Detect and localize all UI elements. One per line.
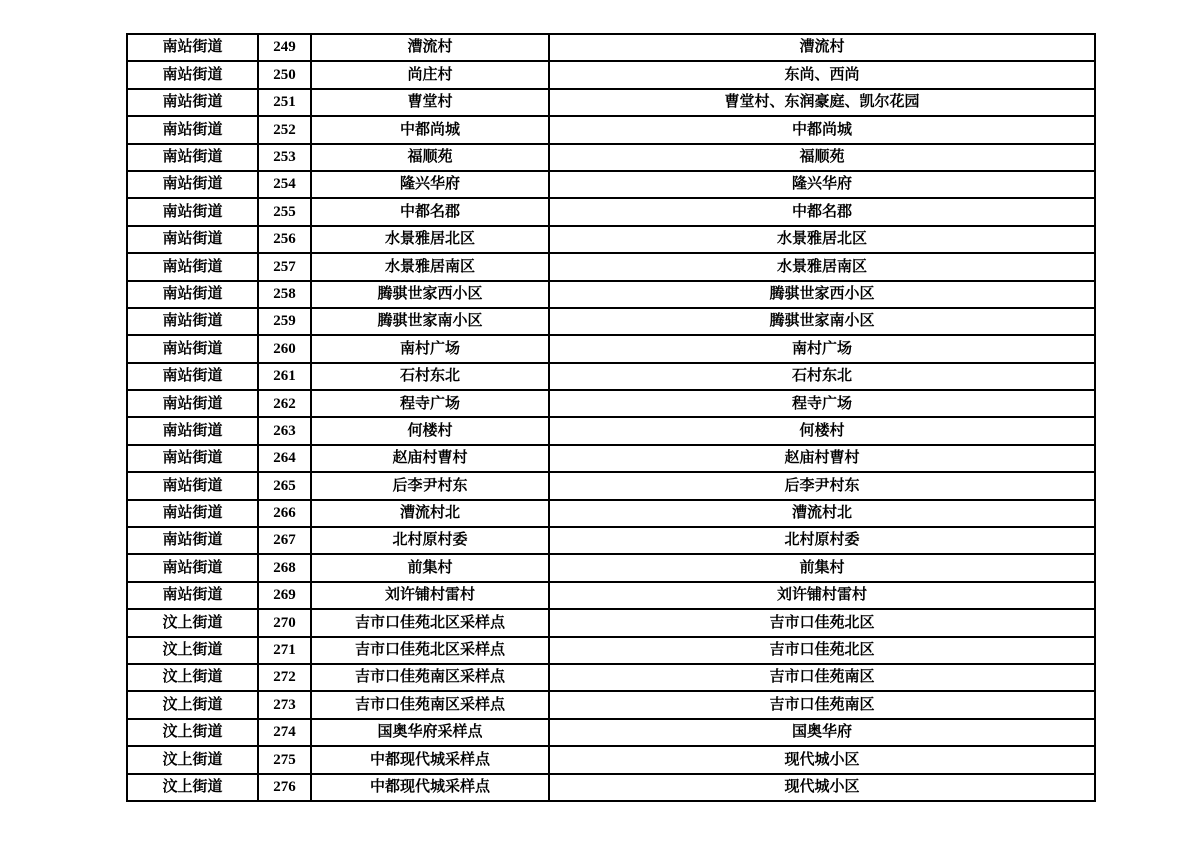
table-row [127, 472, 1095, 499]
coverage-cell: 福顺苑 [549, 144, 1095, 171]
table-row [127, 691, 1095, 718]
street-cell: 南站街道 [127, 554, 258, 581]
street-cell: 汶上街道 [127, 691, 258, 718]
coverage-cell: 东尚、西尚 [549, 61, 1095, 88]
table-row [127, 34, 1095, 61]
number-cell: 268 [258, 554, 311, 581]
number-cell: 255 [258, 198, 311, 225]
site-name-cell: 北村原村委 [311, 527, 549, 554]
table-row [127, 144, 1095, 171]
street-cell: 汶上街道 [127, 637, 258, 664]
street-cell: 南站街道 [127, 308, 258, 335]
street-cell: 汶上街道 [127, 609, 258, 636]
table-row [127, 554, 1095, 581]
number-cell: 266 [258, 500, 311, 527]
coverage-cell: 中都尚城 [549, 116, 1095, 143]
street-cell: 南站街道 [127, 281, 258, 308]
site-name-cell: 腾骐世家西小区 [311, 281, 549, 308]
number-cell: 267 [258, 527, 311, 554]
site-name-cell: 水景雅居北区 [311, 226, 549, 253]
coverage-cell: 前集村 [549, 554, 1095, 581]
street-cell: 南站街道 [127, 500, 258, 527]
table-row [127, 746, 1095, 773]
table-row [127, 500, 1095, 527]
table-row [127, 582, 1095, 609]
site-name-cell: 中都现代城采样点 [311, 746, 549, 773]
coverage-cell: 隆兴华府 [549, 171, 1095, 198]
coverage-cell: 后李尹村东 [549, 472, 1095, 499]
number-cell: 276 [258, 774, 311, 801]
site-name-cell: 隆兴华府 [311, 171, 549, 198]
coverage-cell: 程寺广场 [549, 390, 1095, 417]
site-name-cell: 程寺广场 [311, 390, 549, 417]
site-name-cell: 吉市口佳苑南区采样点 [311, 691, 549, 718]
street-cell: 南站街道 [127, 582, 258, 609]
number-cell: 274 [258, 719, 311, 746]
site-name-cell: 前集村 [311, 554, 549, 581]
street-cell: 南站街道 [127, 226, 258, 253]
site-name-cell: 漕流村 [311, 34, 549, 61]
coverage-cell: 赵庙村曹村 [549, 445, 1095, 472]
street-cell: 南站街道 [127, 417, 258, 444]
site-name-cell: 赵庙村曹村 [311, 445, 549, 472]
site-name-cell: 国奥华府采样点 [311, 719, 549, 746]
site-name-cell: 水景雅居南区 [311, 253, 549, 280]
number-cell: 270 [258, 609, 311, 636]
street-cell: 汶上街道 [127, 664, 258, 691]
table-row [127, 527, 1095, 554]
table-row [127, 664, 1095, 691]
street-cell: 南站街道 [127, 253, 258, 280]
number-cell: 256 [258, 226, 311, 253]
table-row [127, 417, 1095, 444]
street-cell: 南站街道 [127, 472, 258, 499]
number-cell: 269 [258, 582, 311, 609]
site-name-cell: 吉市口佳苑北区采样点 [311, 637, 549, 664]
number-cell: 252 [258, 116, 311, 143]
number-cell: 251 [258, 89, 311, 116]
coverage-cell: 南村广场 [549, 335, 1095, 362]
street-cell: 南站街道 [127, 144, 258, 171]
number-cell: 260 [258, 335, 311, 362]
number-cell: 250 [258, 61, 311, 88]
coverage-cell: 现代城小区 [549, 746, 1095, 773]
table-row [127, 390, 1095, 417]
table-row [127, 308, 1095, 335]
site-name-cell: 吉市口佳苑北区采样点 [311, 609, 549, 636]
street-cell: 南站街道 [127, 116, 258, 143]
number-cell: 273 [258, 691, 311, 718]
site-name-cell: 曹堂村 [311, 89, 549, 116]
number-cell: 265 [258, 472, 311, 499]
coverage-cell: 腾骐世家南小区 [549, 308, 1095, 335]
coverage-cell: 水景雅居北区 [549, 226, 1095, 253]
number-cell: 264 [258, 445, 311, 472]
coverage-cell: 北村原村委 [549, 527, 1095, 554]
coverage-cell: 何楼村 [549, 417, 1095, 444]
number-cell: 253 [258, 144, 311, 171]
coverage-cell: 腾骐世家西小区 [549, 281, 1095, 308]
street-cell: 南站街道 [127, 445, 258, 472]
table-row [127, 335, 1095, 362]
site-name-cell: 石村东北 [311, 363, 549, 390]
street-cell: 南站街道 [127, 61, 258, 88]
street-cell: 南站街道 [127, 198, 258, 225]
street-cell: 南站街道 [127, 34, 258, 61]
table-body [127, 34, 1095, 801]
street-cell: 汶上街道 [127, 774, 258, 801]
table-row [127, 89, 1095, 116]
table-row [127, 609, 1095, 636]
table-row [127, 116, 1095, 143]
coverage-cell: 吉市口佳苑北区 [549, 609, 1095, 636]
coverage-cell: 漕流村 [549, 34, 1095, 61]
number-cell: 258 [258, 281, 311, 308]
coverage-cell: 水景雅居南区 [549, 253, 1095, 280]
table-row [127, 281, 1095, 308]
coverage-cell: 吉市口佳苑南区 [549, 691, 1095, 718]
coverage-cell: 刘许铺村雷村 [549, 582, 1095, 609]
street-cell: 南站街道 [127, 527, 258, 554]
site-name-cell: 何楼村 [311, 417, 549, 444]
number-cell: 261 [258, 363, 311, 390]
street-cell: 南站街道 [127, 89, 258, 116]
site-name-cell: 中都名郡 [311, 198, 549, 225]
table-row [127, 445, 1095, 472]
number-cell: 259 [258, 308, 311, 335]
street-cell: 南站街道 [127, 363, 258, 390]
site-name-cell: 福顺苑 [311, 144, 549, 171]
site-name-cell: 吉市口佳苑南区采样点 [311, 664, 549, 691]
site-name-cell: 南村广场 [311, 335, 549, 362]
table-row [127, 198, 1095, 225]
coverage-cell: 国奥华府 [549, 719, 1095, 746]
site-name-cell: 刘许铺村雷村 [311, 582, 549, 609]
coverage-cell: 石村东北 [549, 363, 1095, 390]
number-cell: 254 [258, 171, 311, 198]
table-row [127, 637, 1095, 664]
number-cell: 257 [258, 253, 311, 280]
site-name-cell: 中都现代城采样点 [311, 774, 549, 801]
table-row [127, 719, 1095, 746]
site-name-cell: 尚庄村 [311, 61, 549, 88]
coverage-cell: 中都名郡 [549, 198, 1095, 225]
number-cell: 271 [258, 637, 311, 664]
number-cell: 249 [258, 34, 311, 61]
site-name-cell: 腾骐世家南小区 [311, 308, 549, 335]
coverage-cell: 吉市口佳苑南区 [549, 664, 1095, 691]
coverage-cell: 漕流村北 [549, 500, 1095, 527]
coverage-cell: 曹堂村、东润豪庭、凯尔花园 [549, 89, 1095, 116]
street-cell: 汶上街道 [127, 746, 258, 773]
site-name-cell: 后李尹村东 [311, 472, 549, 499]
table-row [127, 253, 1095, 280]
number-cell: 275 [258, 746, 311, 773]
number-cell: 263 [258, 417, 311, 444]
site-name-cell: 漕流村北 [311, 500, 549, 527]
site-name-cell: 中都尚城 [311, 116, 549, 143]
street-cell: 汶上街道 [127, 719, 258, 746]
coverage-cell: 吉市口佳苑北区 [549, 637, 1095, 664]
street-cell: 南站街道 [127, 335, 258, 362]
table-row [127, 61, 1095, 88]
number-cell: 272 [258, 664, 311, 691]
street-cell: 南站街道 [127, 171, 258, 198]
table-row [127, 226, 1095, 253]
table-row [127, 774, 1095, 801]
table-row [127, 171, 1095, 198]
number-cell: 262 [258, 390, 311, 417]
coverage-cell: 现代城小区 [549, 774, 1095, 801]
sampling-site-table [126, 33, 1096, 802]
table-row [127, 363, 1095, 390]
street-cell: 南站街道 [127, 390, 258, 417]
